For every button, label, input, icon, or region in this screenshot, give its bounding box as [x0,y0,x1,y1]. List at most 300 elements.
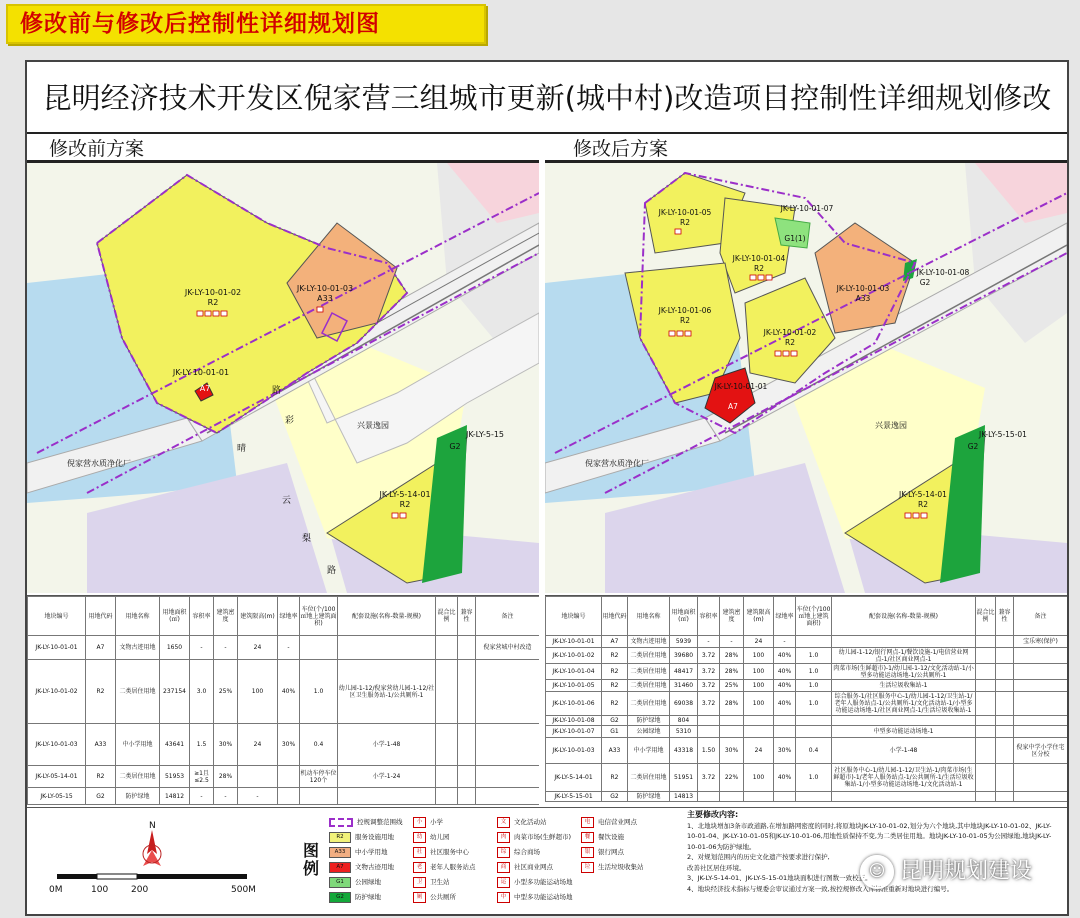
parcel-code: JK-LY-5-15-01 [979,430,1027,439]
table-cell: - [698,636,720,648]
legend-swatch: 银 [581,847,594,858]
table-cell [300,788,338,805]
parcel-type: R2 [754,264,764,273]
table-cell: 1.0 [300,660,338,724]
table-header: 建筑限高(m) [238,597,278,636]
table-cell: 1.5 [190,724,214,766]
table-cell: 22% [720,764,744,792]
table-cell: 30% [214,724,238,766]
table-cell: A33 [86,724,116,766]
table-before [27,595,539,806]
scale-bar [35,870,275,904]
table-cell: 48417 [670,664,698,680]
table-cell: G2 [602,792,628,802]
table-cell [976,738,996,764]
parcel-type: G1(1) [784,234,806,243]
table-cell: 28% [720,692,744,716]
table-header: 兼容性 [996,597,1014,636]
table-cell: JK-LY-05-15 [28,788,86,805]
table-cell: 公园绿地 [628,726,670,738]
table-cell: - [190,788,214,805]
legend-swatch: A7 [329,862,351,873]
table-cell: 文物古迹用地 [116,636,160,660]
table-cell: JK-LY-10-01-03 [546,738,602,764]
label-road-b: 彩 [285,416,295,426]
table-cell [996,764,1014,792]
note-item: 4、地块经济技术指标与规委会审议通过方案一致,按控规修改入库标准重新对地块进行编号。 [687,884,954,893]
table-cell: - [214,636,238,660]
table-cell [976,726,996,738]
table-cell [436,636,458,660]
legend-label: 社区商业网点 [514,863,553,871]
table-cell [458,788,476,805]
legend-swatch: 中 [497,892,510,903]
legend-swatch: 餐 [581,832,594,843]
parcel-type: G2 [919,278,931,287]
table-cell: 100 [744,692,774,716]
legend-label: 文物古迹用地 [355,863,394,871]
legend-label: 生活垃圾收集站 [598,863,644,871]
table-header: 用地面积(㎡) [670,597,698,636]
table-cell: 28% [214,766,238,788]
parcel-code: JK-LY-5-14-01 [379,490,431,499]
table-cell: JK-LY-10-01-04 [546,664,602,680]
table-cell [996,726,1014,738]
table-cell [774,792,796,802]
legend-label: 中小学用地 [355,848,388,856]
legend-item [497,846,540,858]
table-cell: 51953 [160,766,190,788]
table-cell [1014,792,1068,802]
label-road-d: 云 [282,496,292,506]
parcel-code: JK-LY-10-01-01 [172,368,230,377]
table-after [545,595,1067,806]
table-cell: JK-LY-10-01-01 [28,636,86,660]
legend-label: 服务设施用地 [355,833,394,841]
table-cell [996,738,1014,764]
table-row [28,724,540,766]
panel-label-before: 修改前方案 [49,138,145,160]
table-cell [774,726,796,738]
parcel-type: R2 [785,338,795,347]
table-cell: 二类居住用地 [628,764,670,792]
table-cell [976,692,996,716]
table-cell: 1650 [160,636,190,660]
legend-label: 肉菜市场(生鲜超市) [514,833,572,841]
table-cell [996,664,1014,680]
table-cell: 40% [774,764,796,792]
table-cell [436,766,458,788]
legend-label: 小型多功能运动场地 [514,878,573,886]
parcel-code: JK-LY-10-01-07 [780,204,834,213]
table-cell: - [238,788,278,805]
table-row [28,766,540,788]
table-cell: R2 [602,692,628,716]
table-row [546,764,1068,792]
table-cell: 中型多功能运动场地-1 [832,726,976,738]
table-cell: 0.4 [796,738,832,764]
legend-label: 小学 [430,818,443,826]
table-cell: R2 [86,766,116,788]
table-cell: 28% [720,648,744,664]
table-cell [796,716,832,726]
table-cell: 40% [278,660,300,724]
table-cell: ≥1且≤2.5 [190,766,214,788]
legend-label: 社区服务中心 [430,848,469,856]
table-cell: 综合服务-1/社区服务中心-1/幼儿园-1-12/卫生站-1/老年人服务站点-1/公共厕所-1/文化活动站-1/小型多功能运动场地-1/社区商业网点-1/生活垃圾收集站-1 [832,692,976,716]
legend-item [413,816,443,828]
table-row [546,726,1068,738]
table-cell: JK-LY-10-01-02 [28,660,86,724]
legend-item [581,846,624,858]
legend-label: 中型多功能运动场地 [514,893,573,901]
table-header: 车位(个/100㎡地上建筑面积) [796,597,832,636]
legend-swatch: 运 [497,877,510,888]
parcel-type: A7 [728,402,738,411]
label-road-e: 梨 [302,534,312,544]
legend-swatch: 商 [497,862,510,873]
table-row [546,648,1068,664]
table-cell: 100 [744,664,774,680]
legend-swatch: 垃 [581,862,594,873]
parcel-type: R2 [680,316,690,325]
legend-label: 卫生站 [430,878,450,886]
table-cell: 0.4 [300,724,338,766]
table-cell: G2 [86,788,116,805]
table-cell: 24 [238,724,278,766]
table-cell [720,716,744,726]
table-cell [720,726,744,738]
table-cell [996,792,1014,802]
table-header: 车位(个/100㎡地上建筑面积) [300,597,338,636]
label-park: 兴景逸园 [357,421,389,430]
legend-grid [329,816,659,912]
table-cell: A33 [602,738,628,764]
table-cell [720,792,744,802]
parcel-code: JK-LY-10-01-08 [916,268,970,277]
table-cell: 3.72 [698,680,720,692]
legend-item [413,861,476,873]
table-cell: JK-LY-10-01-07 [546,726,602,738]
table-header: 混合比例 [976,597,996,636]
legend-swatch: 文 [497,817,510,828]
legend-label: 综合商场 [514,848,540,856]
map-before[interactable] [27,163,539,593]
parcel-code: JK-LY-10-01-02 [184,288,242,297]
table-cell: JK-LY-10-01-03 [28,724,86,766]
table-cell: 100 [238,660,278,724]
note-item: 2、对规划范围内的历史文化遗产按要求进行保护, [687,853,830,861]
legend-item [329,846,388,858]
table-cell [796,636,832,648]
table-cell [458,724,476,766]
legend-swatch: A33 [329,847,351,858]
table-cell: 二类居住用地 [628,692,670,716]
table-cell [476,788,540,805]
table-cell: 机动车停车位120个 [300,766,338,788]
table-header: 配套设施(名称-数量-规模) [338,597,436,636]
parcel-code: JK-LY-10-01-04 [732,254,786,263]
table-row [546,738,1068,764]
table-cell: 43318 [670,738,698,764]
legend-swatch: 老 [413,862,426,873]
note-item: 改善社区居住环境。 [687,863,746,872]
table-cell: 二类居住用地 [116,766,160,788]
parcel-code: JK-LY-5-15 [465,430,505,439]
table-cell: 二类居住用地 [116,660,160,724]
table-cell [458,660,476,724]
panel-label-after: 修改后方案 [573,138,669,160]
table-cell [338,636,436,660]
table-cell [238,766,278,788]
table-row [28,636,540,660]
table-header: 容积率 [190,597,214,636]
table-header: 建筑密度 [214,597,238,636]
parcel-code: JK-LY-5-14-01 [899,490,947,499]
table-cell: 幼儿园-1-12/倪家营幼儿园-1-12/社区卫生服务站-1/公共厕所-1 [338,660,436,724]
table-cell: 3.72 [698,764,720,792]
table-cell: JK-LY-5-15-01 [546,792,602,802]
table-cell [1014,648,1068,664]
table-cell: R2 [602,648,628,664]
legend-swatch: 小 [413,817,426,828]
table-cell [976,716,996,726]
legend-swatch: 社 [413,847,426,858]
table-cell: 二类居住用地 [628,664,670,680]
table-cell: 24 [744,636,774,648]
table-row [546,792,1068,802]
table-cell: 防护绿地 [628,792,670,802]
legend-swatch: 综 [497,847,510,858]
parcel-type: R2 [680,218,690,227]
compass-label: N [149,821,156,831]
table-cell: 24 [238,636,278,660]
legend-item [413,891,456,903]
title-divider [27,132,1067,134]
parcel-code: JK-LY-10-01-02 [763,328,817,337]
legend-item [329,816,403,828]
table-cell: JK-LY-5-14-01 [546,764,602,792]
table-cell: 237154 [160,660,190,724]
table-cell [1014,726,1068,738]
table-cell [744,726,774,738]
table-cell: 14813 [670,792,698,802]
legend-item [329,861,394,873]
table-cell: 宝乐寒(保护) [1014,636,1068,648]
table-cell: 小学-1-48 [832,738,976,764]
table-cell: R2 [602,764,628,792]
legend-item [329,831,394,843]
parcel-type: R2 [399,500,411,509]
legend-item [413,876,450,888]
legend-title: 图例 [303,841,320,878]
table-cell [698,726,720,738]
table-cell: 生活垃圾收集站-1 [832,680,976,692]
table-cell: 40% [774,664,796,680]
north-arrow-icon [131,818,173,878]
table-cell [774,716,796,726]
label-park: 兴景逸园 [875,421,907,430]
legend-swatch: G2 [329,892,351,903]
table-cell: JK-LY-10-01-01 [546,636,602,648]
parcel-type: A7 [199,384,211,393]
label-plant: 倪家营水质净化厂 [585,459,649,468]
table-row [546,664,1068,680]
table-cell: 14812 [160,788,190,805]
table-row [546,636,1068,648]
parcel-type: R2 [918,500,928,509]
table-cell: 1.0 [796,764,832,792]
legend-swatch: R2 [329,832,351,843]
notes-title: 主要修改内容: [687,810,739,819]
legend-label: 幼儿园 [430,833,450,841]
table-cell [698,716,720,726]
table-cell: 1.0 [796,648,832,664]
table-cell [976,764,996,792]
banner [6,4,486,44]
table-header: 混合比例 [436,597,458,636]
plan-board [25,60,1069,916]
table-cell: 28% [720,664,744,680]
table-cell: R2 [602,680,628,692]
table-row [28,788,540,805]
table-header: 备注 [476,597,540,636]
table-cell: 43641 [160,724,190,766]
legend-swatch: 肉 [497,832,510,843]
label-road-c: 路 [272,386,282,396]
table-cell [796,726,832,738]
table-cell [300,636,338,660]
legend-item [497,816,547,828]
table-cell: 中小学用地 [628,738,670,764]
table-cell: 40% [774,680,796,692]
table-cell: 5939 [670,636,698,648]
table-cell [996,648,1014,664]
table-cell: 幼儿园-1-12/银行网点-1/餐饮设施-1/电信营业网点-1/社区商业网点-1 [832,648,976,664]
table-cell [744,716,774,726]
label-road-f: 路 [327,566,337,576]
table-cell: 40% [774,648,796,664]
table-header: 用地面积(㎡) [160,597,190,636]
parcel-code: JK-LY-10-01-05 [658,208,712,217]
table-cell [476,724,540,766]
label-plant: 倪家营水质净化厂 [67,459,131,468]
table-header: 容积率 [698,597,720,636]
table-cell: 3.72 [698,648,720,664]
table-cell [832,716,976,726]
table-cell: 804 [670,716,698,726]
table-cell [278,766,300,788]
table-cell: 小学-1-48 [338,724,436,766]
table-row [546,692,1068,716]
table-cell [338,788,436,805]
table-cell: 25% [214,660,238,724]
parcel-type: G2 [449,442,461,451]
table-cell [996,636,1014,648]
table-cell: 3.72 [698,692,720,716]
table-cell: - [278,636,300,660]
table-cell: 1.0 [796,680,832,692]
table-cell: JK-LY-05-14-01 [28,766,86,788]
table-cell: 5310 [670,726,698,738]
parcel-type: R2 [207,298,219,307]
table-cell: 1.0 [796,664,832,680]
table-header: 绿地率 [774,597,796,636]
table-cell: 小学-1-24 [338,766,436,788]
legend-item [497,831,571,843]
watermark-text: 昆明规划建设 [900,859,1033,884]
table-cell: 30% [720,738,744,764]
legend-item [497,876,573,888]
table-header: 备注 [1014,597,1068,636]
table-cell [996,680,1014,692]
table-cell: - [190,636,214,660]
table-cell: 二类居住用地 [628,680,670,692]
table-cell: JK-LY-10-01-08 [546,716,602,726]
table-cell [976,664,996,680]
table-cell [976,680,996,692]
table-cell: 30% [278,724,300,766]
table-cell [832,636,976,648]
table-cell: 二类居住用地 [628,648,670,664]
table-header: 用地代码 [86,597,116,636]
parcel-code: JK-LY-10-01-01 [714,382,768,391]
table-header: 兼容性 [458,597,476,636]
table-cell [996,716,1014,726]
table-cell: 24 [744,738,774,764]
table-cell [796,792,832,802]
parcel-code: JK-LY-10-01-06 [658,306,712,315]
table-cell: 51951 [670,764,698,792]
legend-item [413,846,469,858]
legend-label: 老年人服务站点 [430,863,476,871]
table-cell [996,692,1014,716]
legend-label: 控规调整范围线 [357,818,403,826]
table-cell: A7 [602,636,628,648]
legend-label: 公园绿地 [355,878,381,886]
table-cell [278,788,300,805]
table-cell: R2 [602,664,628,680]
table-cell: JK-LY-10-01-02 [546,648,602,664]
legend-item [497,861,553,873]
table-header: 用地代码 [602,597,628,636]
table-cell: 100 [744,648,774,664]
legend-swatch: 电 [581,817,594,828]
legend-label: 餐饮设施 [598,833,624,841]
table-cell [1014,716,1068,726]
legend-item [329,876,381,888]
scale-label: 200 [131,885,149,895]
table-cell [976,636,996,648]
table-cell [436,660,458,724]
table-header: 建筑限高(m) [744,597,774,636]
banner-text: 修改前与修改后控制性详细规划图 [20,11,380,37]
note-item: 3、JK-LY-5-14-01、JK-LY-5-15-01地块面积进行图数一致校正。 [687,874,872,882]
legend-label: 防护绿地 [355,893,381,901]
table-cell: 1.0 [796,692,832,716]
table-cell [436,724,458,766]
map-after[interactable] [545,163,1067,593]
table-cell: 25% [720,680,744,692]
table-cell: 中小学用地 [116,724,160,766]
legend-item [329,891,381,903]
table-row [546,716,1068,726]
table-cell: 社区服务中心-1/幼儿园-1-12/卫生站-1/肉菜市场(生鲜超市)-1/老年人服务站点-1/公共厕所-1/生活垃圾收集站-1/小型多功能运动场地-1/文化活动站-1 [832,764,976,792]
table-cell [698,792,720,802]
parcel-after-07 [775,218,810,248]
table-cell: JK-LY-10-01-05 [546,680,602,692]
table-cell [1014,664,1068,680]
